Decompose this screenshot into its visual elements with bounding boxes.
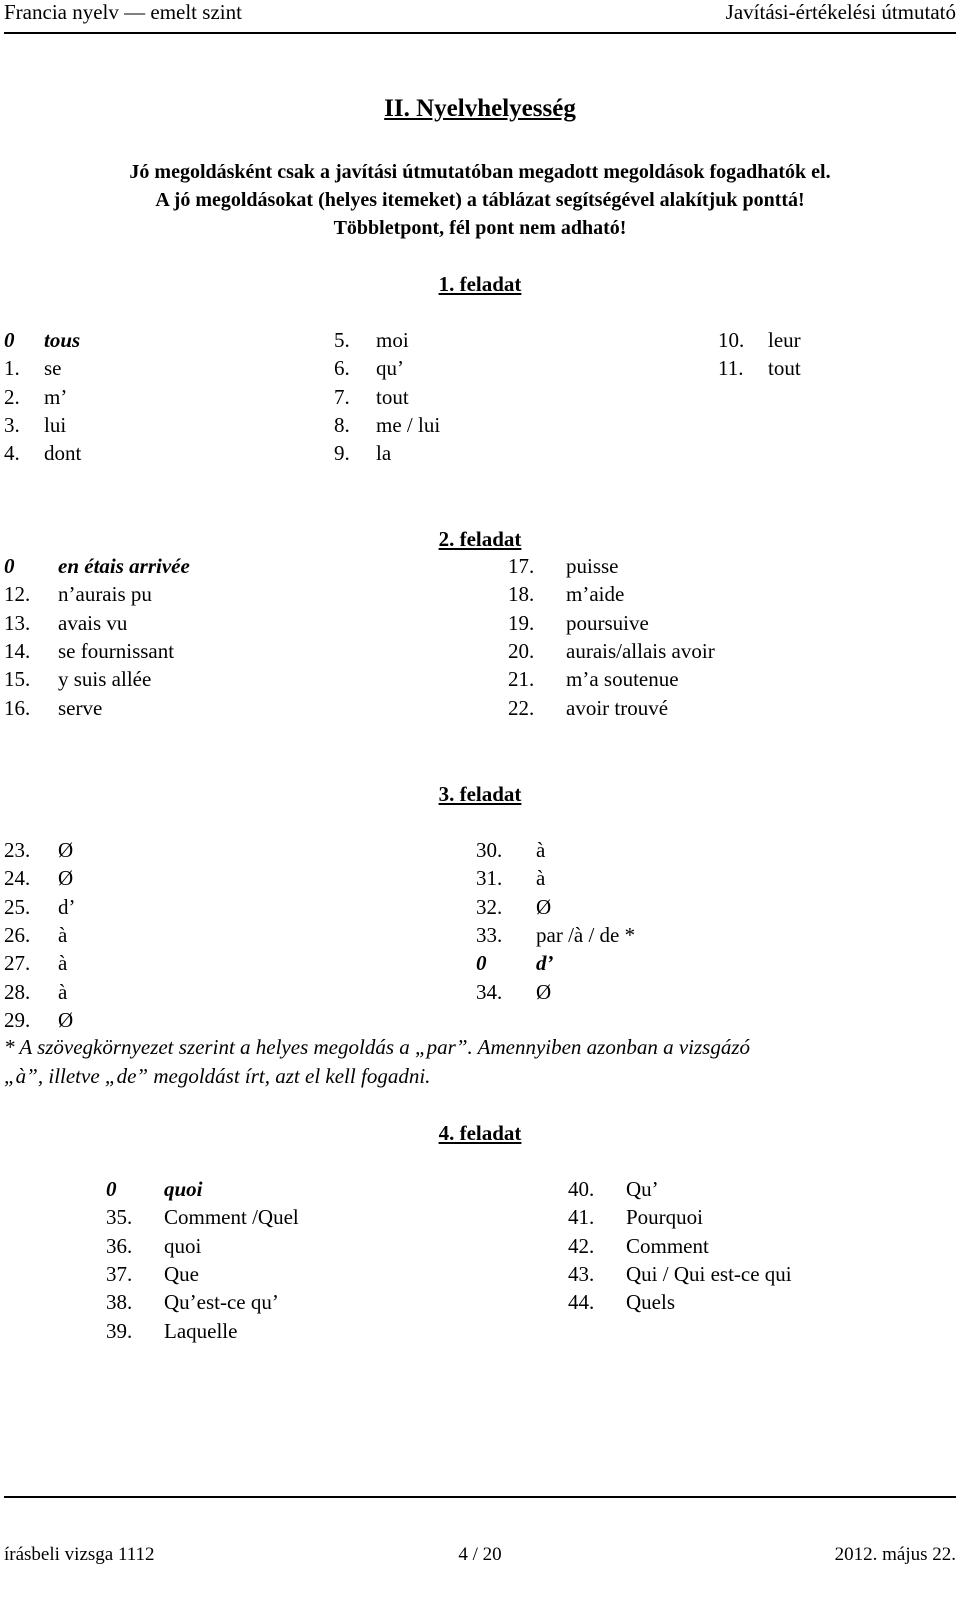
task4-col1-item (106, 1203, 526, 1232)
task3-col2-item (476, 893, 896, 922)
item-number: 37. (106, 1261, 133, 1286)
item-number: 24. (4, 866, 31, 891)
item-answer: m’aide (566, 582, 625, 607)
page-title: II. Nyelvhelyesség (384, 95, 576, 122)
task4-col1-item (106, 1175, 526, 1204)
item-number: 19. (508, 610, 535, 635)
item-number: 42. (568, 1233, 595, 1258)
item-number: 14. (4, 638, 31, 663)
item-number: 41. (568, 1205, 595, 1230)
task2-col1-item (4, 552, 424, 581)
item-number: 26. (4, 922, 31, 947)
item-answer: se fournissant (58, 638, 175, 663)
task3-col1-item (4, 864, 424, 893)
item-number: 21. (508, 667, 535, 692)
task3-col2-item (476, 836, 896, 865)
task4-col2-item (568, 1260, 960, 1289)
item-answer: Quels (626, 1290, 675, 1315)
task1-title: 1. feladat (438, 272, 522, 296)
item-answer: Comment (626, 1233, 709, 1258)
item-number: 44. (568, 1290, 595, 1315)
item-answer: à (58, 922, 68, 947)
task2-title: 2. feladat (438, 527, 522, 551)
task1-col3-item (718, 326, 960, 355)
item-number: 33. (476, 922, 503, 947)
item-answer: serve (58, 695, 103, 720)
task4-col2-item (568, 1288, 960, 1317)
item-answer: Qu’ (626, 1177, 659, 1201)
item-answer: y suis allée (58, 667, 152, 692)
header-rule (4, 32, 956, 34)
item-answer: Ø (58, 866, 74, 891)
item-answer: Ø (58, 838, 74, 862)
intro-line-1: Jó megoldásként csak a javítási útmutatóban megadott megoldások fogadhatók el. (129, 161, 831, 183)
item-answer: poursuive (566, 610, 649, 635)
item-answer: Ø (536, 979, 552, 1004)
item-answer: quoi (164, 1177, 203, 1201)
task1-col2-item (334, 439, 754, 468)
item-answer: Comment /Quel (164, 1205, 299, 1230)
item-number: 8. (334, 412, 350, 437)
task2-col2-item (508, 637, 928, 666)
item-answer: Qui / Qui est-ce qui (626, 1261, 792, 1286)
intro-line-2: A jó megoldásokat (helyes itemeket) a táblázat segítségével alakítjuk ponttá! (155, 189, 805, 211)
task2-col1-item (4, 609, 424, 638)
item-number: 9. (334, 441, 350, 466)
item-answer: tout (768, 356, 801, 381)
item-answer: tout (376, 384, 409, 409)
item-number: 34. (476, 979, 503, 1004)
task3-col1-item (4, 978, 424, 1007)
item-answer: lui (44, 412, 67, 437)
item-number: 29. (4, 1007, 31, 1032)
footer-page-number: 4 / 20 (458, 1544, 502, 1565)
item-number: 6. (334, 356, 350, 381)
task3-col1-item (4, 949, 424, 978)
task1-col3-item (718, 354, 960, 383)
task2-col1-item (4, 637, 424, 666)
item-answer: m’a soutenue (566, 667, 679, 692)
item-number: 22. (508, 695, 535, 720)
item-number: 30. (476, 838, 503, 862)
item-number: 17. (508, 554, 535, 578)
item-number: 35. (106, 1205, 133, 1230)
item-answer: moi (376, 328, 409, 352)
item-answer: dont (44, 441, 82, 466)
task3-title: 3. feladat (438, 782, 522, 806)
task3-col1-item (4, 893, 424, 922)
item-number: 0 (4, 554, 15, 578)
footer-left: írásbeli vizsga 1112 (4, 1544, 155, 1565)
item-number: 27. (4, 951, 31, 976)
item-answer: m’ (44, 384, 68, 409)
task2-col2-item (508, 665, 928, 694)
task3-col2-item (476, 864, 896, 893)
item-number: 5. (334, 328, 350, 352)
item-answer: à (536, 838, 546, 862)
item-number: 25. (4, 894, 31, 919)
item-answer: qu’ (376, 356, 404, 381)
item-number: 0 (106, 1177, 117, 1201)
item-number: 43. (568, 1261, 595, 1286)
item-answer: Que (164, 1261, 199, 1286)
item-number: 1. (4, 356, 20, 381)
item-number: 0 (4, 328, 15, 352)
task3-col1-item (4, 921, 424, 950)
task4-title: 4. feladat (438, 1121, 522, 1145)
item-answer: Ø (58, 1007, 74, 1032)
item-answer: Ø (536, 894, 552, 919)
item-answer: tous (44, 328, 81, 352)
task4-col1-item (106, 1317, 526, 1346)
task2-col2-item (508, 694, 928, 723)
item-number: 31. (476, 866, 503, 891)
item-answer: se (44, 356, 62, 381)
task4-col1-item (106, 1232, 526, 1261)
task4-col2-item (568, 1203, 960, 1232)
task3-col2-item (476, 978, 896, 1007)
task3-note-line-2: „à”, illetve „de” megoldást írt, azt el kell fogadni. (4, 1064, 431, 1088)
item-answer: puisse (566, 554, 619, 578)
task1-col2-item (334, 326, 754, 355)
footer-rule (4, 1496, 956, 1498)
item-number: 15. (4, 667, 31, 692)
task1-col2-item (334, 411, 754, 440)
item-number: 10. (718, 328, 745, 352)
task1-col2-item (334, 354, 754, 383)
item-number: 12. (4, 582, 31, 607)
task3-col2-item (476, 921, 896, 950)
item-number: 39. (106, 1318, 133, 1343)
item-number: 0 (476, 951, 487, 976)
item-number: 32. (476, 894, 503, 919)
item-answer: à (58, 951, 68, 976)
item-answer: Pourquoi (626, 1205, 704, 1230)
item-answer: d’ (536, 951, 554, 976)
item-answer: d’ (58, 894, 76, 919)
task4-col1-item (106, 1288, 526, 1317)
item-number: 23. (4, 838, 31, 862)
item-number: 18. (508, 582, 535, 607)
task1-col2-item (334, 383, 754, 412)
item-number: 4. (4, 441, 20, 466)
item-answer: avais vu (58, 610, 128, 635)
task4-col2-item (568, 1175, 960, 1204)
header-left: Francia nyelv — emelt szint (4, 0, 242, 24)
item-number: 3. (4, 412, 20, 437)
task2-col2-item (508, 552, 928, 581)
item-answer: quoi (164, 1233, 202, 1258)
item-number: 38. (106, 1290, 133, 1315)
task2-col1-item (4, 580, 424, 609)
item-number: 16. (4, 695, 31, 720)
item-number: 13. (4, 610, 31, 635)
item-answer: la (376, 441, 392, 466)
item-answer: Laquelle (164, 1318, 238, 1343)
item-answer: Qu’est-ce qu’ (164, 1290, 279, 1315)
item-number: 28. (4, 979, 31, 1004)
task4-col2-item (568, 1232, 960, 1261)
task2-col2-item (508, 580, 928, 609)
task3-col2-item (476, 949, 896, 978)
item-answer: me / lui (376, 412, 441, 437)
task3-col1-item (4, 1006, 424, 1035)
item-number: 11. (718, 356, 744, 381)
intro-line-3: Többletpont, fél pont nem adható! (333, 217, 627, 239)
item-number: 2. (4, 384, 20, 409)
task2-col1-item (4, 665, 424, 694)
item-number: 40. (568, 1177, 595, 1201)
item-answer: n’aurais pu (58, 582, 152, 607)
item-answer: par /à / de * (536, 922, 636, 947)
item-number: 7. (334, 384, 350, 409)
item-answer: en étais arrivée (58, 554, 190, 578)
header-right: Javítási-értékelési útmutató (725, 0, 956, 24)
item-answer: à (536, 866, 546, 891)
task2-col1-item (4, 694, 424, 723)
footer-right: 2012. május 22. (834, 1544, 956, 1565)
item-answer: aurais/allais avoir (566, 638, 715, 663)
item-number: 36. (106, 1233, 133, 1258)
item-number: 20. (508, 638, 535, 663)
task2-col2-item (508, 609, 928, 638)
task3-note-line-1: * A szövegkörnyezet szerint a helyes megoldás a „par”. Amennyiben azonban a vizsgázó (4, 1035, 751, 1059)
item-answer: à (58, 979, 68, 1004)
task3-col1-item (4, 836, 424, 865)
item-answer: leur (768, 328, 801, 352)
task4-col1-item (106, 1260, 526, 1289)
item-answer: avoir trouvé (566, 695, 669, 720)
